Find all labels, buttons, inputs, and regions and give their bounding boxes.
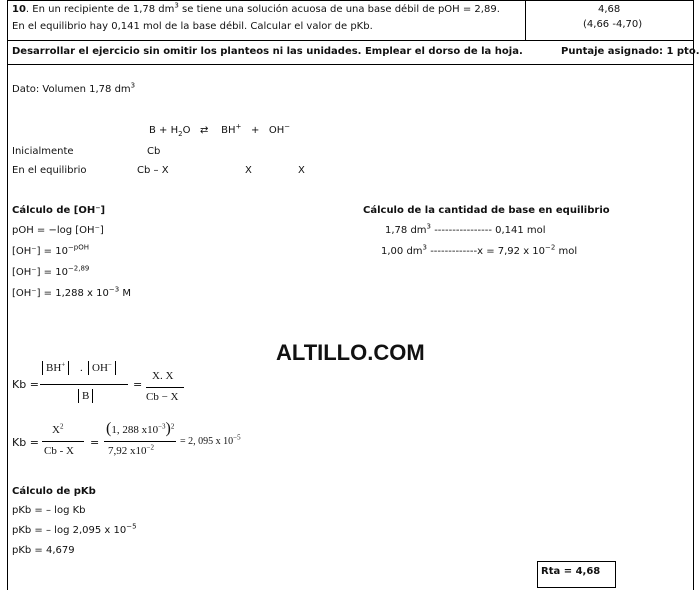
question-line-2: En el equilibrio hay 0,141 mol de la base débil. Calcular el valor de pKb. (12, 21, 373, 32)
kb-f2-den: Cb - X (44, 445, 74, 457)
equilibrium-cb: Cb – X (137, 165, 169, 176)
kb-f3-num: (1, 288 $x10^{-3})^2$ (106, 420, 175, 437)
kb-f2-num (52, 424, 63, 436)
kb-f2-num-sup: 2 (59, 422, 64, 431)
kb-result-text: = 2, 095 x 10 (180, 436, 234, 447)
kb-num-bh (42, 361, 69, 375)
border-col-divider (525, 0, 526, 40)
initial-value: Cb (147, 146, 161, 157)
base-calc-line-2-c: mol (555, 246, 578, 257)
equilibrium-label: En el equilibrio (12, 165, 87, 176)
kb-num-dot: . (80, 362, 83, 374)
oh-calc-line-4-sup: −3 (108, 285, 120, 294)
kb-result-sup: −5 (233, 433, 241, 442)
dato-sup: 3 (130, 81, 136, 90)
base-calc-line-2-a: 1,00 dm (381, 246, 423, 257)
base-calc-line-1-a: 1,78 dm (385, 225, 427, 236)
question-number: 10 (12, 4, 26, 15)
kb-num-oh-text: OH (92, 362, 108, 374)
reaction-plus: + (250, 125, 260, 136)
equilibrium-x1: X (245, 165, 252, 176)
kb-fraction-bar-2 (146, 387, 184, 388)
kb-result (180, 433, 241, 447)
reaction-o: O (182, 125, 191, 136)
border-left (7, 0, 8, 590)
reaction-bh-sup: + (235, 122, 242, 131)
kb-f3-pow: 2 (170, 422, 175, 431)
initial-label: Inicialmente (12, 146, 74, 157)
base-calc-title: Cálculo de la cantidad de base en equilibrio (363, 205, 610, 216)
kb-label-1: Kb = (12, 378, 39, 391)
base-calc-line-2-b: -------------x = 7,92 x 10 (427, 246, 546, 257)
oh-calc-line-2-text: [OH⁻] = 10 (12, 246, 68, 257)
reaction-oh: OH (268, 125, 285, 136)
instructions-text: Desarrollar el ejercicio sin omitir los planteos ni las unidades. Emplear el dorso de la hoja. (12, 46, 523, 57)
kb-f3-den-text: 7,92 x10 (108, 445, 147, 457)
kb-f3-num-text: 1, 288 x10 (111, 424, 159, 436)
reaction-lhs: B + H (149, 125, 179, 136)
kb-fraction-bar-4 (104, 441, 176, 442)
equilibrium-arrow-icon: ⇄ (200, 125, 209, 136)
base-calc-line-1-sup: 3 (426, 222, 432, 231)
kb-num-bh-sup: + (61, 360, 66, 369)
reaction-equation (149, 122, 291, 138)
dato-text: Dato: Volumen 1,78 dm (12, 84, 131, 95)
kb-f3-den-sup: −2 (146, 443, 154, 452)
question-line-1 (12, 1, 500, 15)
pkb-line-2-text: pKb = – log 2,095 x 10 (12, 525, 127, 536)
oh-calc-line-3 (12, 264, 90, 278)
kb-label-2: Kb = (12, 436, 39, 449)
answer-range: (4,66 -4,70) (583, 19, 643, 30)
score-text: Puntaje asignado: 1 pto. (561, 46, 700, 57)
oh-calc-line-2 (12, 243, 90, 257)
border-header-divider (7, 40, 694, 41)
question-text-b: se tiene una solución acuosa de una base débil de pOH = 2,89. (178, 4, 500, 15)
equilibrium-x2: X (298, 165, 305, 176)
base-calc-line-2-sup2: −2 (545, 243, 556, 252)
oh-calc-line-3-text: [OH⁻] = 10 (12, 267, 68, 278)
oh-calc-title: Cálculo de [OH⁻] (12, 205, 106, 216)
reaction-oh-sup: − (284, 122, 291, 131)
base-calc-line-1 (385, 222, 546, 236)
answer-box-text: Rta = 4,68 (541, 566, 601, 577)
kb-den-b: B (78, 389, 93, 403)
border-right (693, 0, 694, 590)
pkb-line-3: pKb = 4,679 (12, 545, 75, 556)
kb-fraction-bar-1 (40, 384, 128, 385)
base-calc-line-2-sup: 3 (422, 243, 428, 252)
question-sup: 3 (174, 1, 179, 10)
watermark: ALTILLO.COM (276, 340, 425, 365)
base-calc-line-1-b: ---------------- 0,141 mol (431, 225, 546, 236)
kb-fraction-bar-3 (42, 441, 84, 442)
kb-num-oh (88, 361, 116, 375)
kb-f3-den (108, 445, 154, 457)
oh-calc-line-3-sup: −2,89 (67, 264, 90, 273)
kb-f2-num-text: X (52, 424, 60, 436)
border-top (7, 0, 694, 1)
reaction-bh: BH (221, 125, 236, 136)
kb-num-oh-sup: − (107, 360, 112, 369)
pkb-line-1: pKb = – log Kb (12, 505, 86, 516)
reaction-sub: 2 (178, 130, 183, 138)
base-calc-line-2 (381, 243, 578, 257)
oh-calc-line-4-unit: M (119, 288, 131, 299)
dato-line (12, 81, 136, 95)
answer-value: 4,68 (598, 4, 621, 15)
pkb-title: Cálculo de pKb (12, 486, 96, 497)
pkb-line-2-sup: −5 (126, 522, 137, 531)
kb-num-bh-text: BH (46, 362, 62, 374)
pkb-line-2 (12, 522, 137, 536)
oh-calc-line-2-sup: −pOH (67, 243, 90, 252)
kb-f3-num-sup: −3 (158, 422, 166, 431)
question-text-a: . En un recipiente de 1,78 dm (25, 4, 175, 15)
oh-calc-line-1: pOH = −log [OH⁻] (12, 225, 104, 236)
oh-calc-line-4 (12, 285, 131, 299)
kb-rhs-num: X. X (152, 370, 174, 382)
border-instr-divider (7, 64, 694, 65)
kb-eq-sign-1: = (133, 378, 143, 391)
oh-calc-line-4-text: [OH⁻] = 1,288 x 10 (12, 288, 109, 299)
kb-eq-sign-2: = (90, 436, 100, 449)
kb-rhs-den: Cb − X (146, 391, 179, 403)
